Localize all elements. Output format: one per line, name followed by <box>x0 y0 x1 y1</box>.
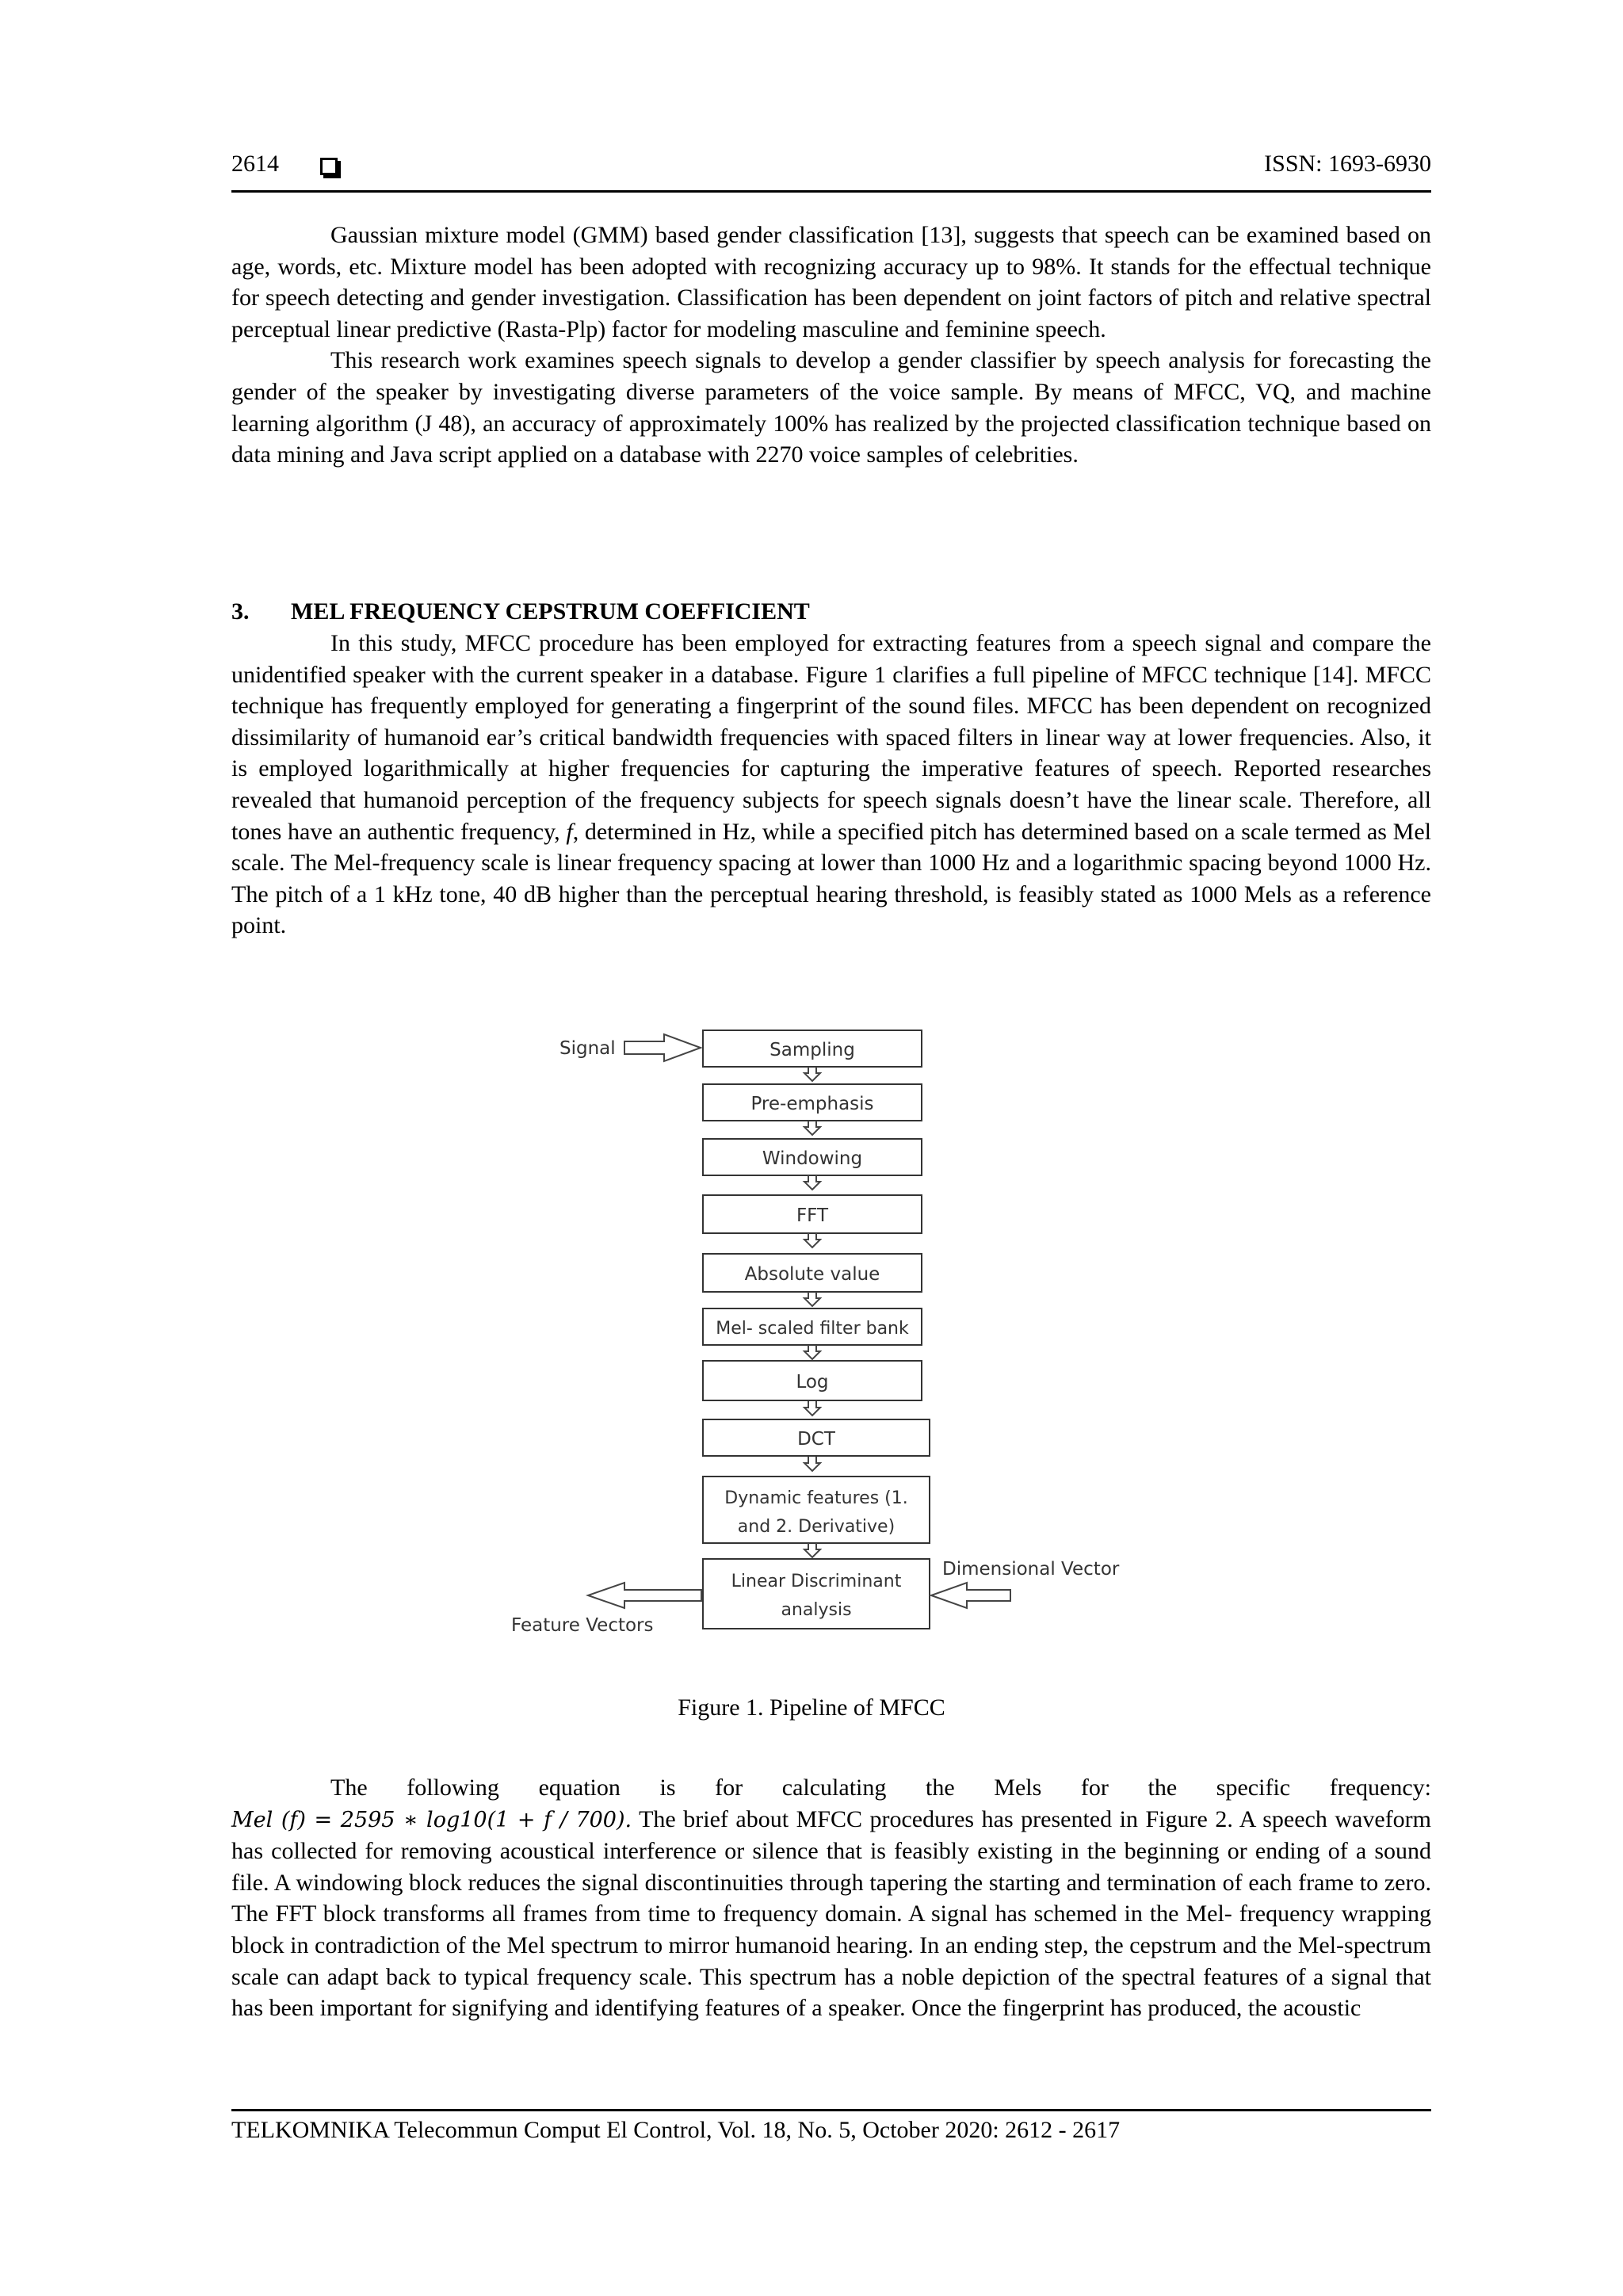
step-label: Sampling <box>769 1040 855 1060</box>
down-arrow-icon <box>804 1233 820 1247</box>
down-arrow-icon <box>804 1292 820 1306</box>
footer-rule <box>231 2109 1431 2111</box>
down-arrow-icon <box>804 1175 820 1190</box>
mfcc-text-part2: , determined in Hz, while a specified pitch has determined based on a scale termed as Mel scale. The Mel-frequency scale is linear frequency spacing at lower than 1000 Hz and a logarithmic spacing beyond 1000 Hz. The pitch of a 1 kHz tone, 40 dB higher than the perceptual hearing threshold, is feasibly stated as 1000 Mels as a reference point. <box>231 818 1431 939</box>
paragraph-research-work: This research work examines speech signals to develop a gender classifier by speech analysis for forecasting the gender of the speaker by investigating diverse parameters of the voice sample. By means of MFCC, VQ, and machine learning algorithm (J 48), an accuracy of approximately 100% has realized by the projected classification technique based on data mining and Java script applied on a database with 2270 voice samples of celebrities. <box>231 347 1431 468</box>
dimensional-vector-arrow-icon <box>931 1583 1010 1608</box>
section-title: MEL FREQUENCY CEPSTRUM COEFFICIENT <box>291 598 810 625</box>
equation-text <box>231 1772 1431 2024</box>
section-number: 3. <box>231 598 250 625</box>
issn: ISSN: 1693-6930 <box>1264 151 1431 177</box>
step-label: Pre-emphasis <box>750 1094 874 1114</box>
signal-arrow-icon <box>624 1034 701 1061</box>
paragraph-mfcc-procedures <box>231 1804 1431 2024</box>
page-number: 2614 <box>231 151 279 177</box>
step-label-line1: Dynamic features (1. <box>724 1488 908 1508</box>
step-sampling <box>703 1030 922 1067</box>
paragraph-mel-equation: The following equation is for calculating the Mels for the specific frequency: <box>330 1775 1431 1801</box>
step-label: DCT <box>797 1429 835 1450</box>
down-arrow-icon <box>804 1345 820 1359</box>
signal-label: Signal <box>559 1038 616 1059</box>
step-label: Mel- scaled filter bank <box>716 1319 909 1339</box>
step-mel-filter-bank <box>703 1308 922 1345</box>
step-label: Absolute value <box>744 1264 880 1285</box>
frequency-symbol: f <box>566 818 573 845</box>
step-label-line2: and 2. Derivative) <box>737 1517 896 1537</box>
step-label-line2: analysis <box>781 1600 852 1620</box>
step-absolute-value <box>703 1254 922 1292</box>
feature-vectors-label: Feature Vectors <box>511 1615 654 1636</box>
down-arrow-icon <box>804 1067 820 1081</box>
step-windowing <box>703 1139 922 1175</box>
paragraph-gmm: Gaussian mixture model (GMM) based gender classification [13], suggests that speech can be examined based on age, words, etc. Mixture model has been adopted with recognizing accuracy up to 98%. It stands for the effectual technique for speech detecting and gender investigation. Classification has been dependent on joint factors of pitch and relative spectral perceptual linear predictive (Rasta-Plp) factor for modeling masculine and feminine speech. <box>231 222 1431 342</box>
mfcc-text-part1: In this study, MFCC procedure has been employed for extracting features from a speech signal and compare the unidentified speaker with the current speaker in a database. Figure 1 clarifies a full pipeline of MFCC technique [14]. MFCC technique has frequently employed for generating a fingerprint of the sound files. MFCC has been dependent on recognized dissimilarity of humanoid ear’s critical bandwidth frequencies with spaced filters in linear way at lower frequencies. Also, it is employed logarithmically at higher frequencies for capturing the imperative features of speech. Reported researches revealed that humanoid perception of the frequency subjects for speech signals doesn’t have the linear scale. Therefore, all tones have an authentic frequency, <box>231 630 1431 845</box>
down-arrow-icon <box>804 1401 820 1415</box>
step-linear-discriminant-analysis <box>703 1559 930 1629</box>
dimensional-vector-label: Dimensional Vector <box>942 1559 1120 1580</box>
step-pre-emphasis <box>703 1084 922 1121</box>
mfcc-procedures-text: The brief about MFCC procedures has presented in Figure 2. A speech waveform has collected for removing acoustical interference or silence that is feasibly existing in the beginning or ending of a sound file. A windowing block reduces the signal discontinuities through tapering the starting and termination of each frame to zero. The FFT block transforms all frames from time to frequency domain. A signal has schemed in the Mel- frequency wrapping block in contradiction of the Mel spectrum to mirror humanoid hearing. In an ending step, the cepstrum and the Mel-spectrum scale can adapt back to typical frequency scale. This spectrum has a noble depiction of the spectral features of a signal that has been important for signifying and identifying features of a speaker. Once the fingerprint has produced, the acoustic <box>231 1805 1432 2022</box>
step-label: Windowing <box>762 1148 863 1169</box>
down-arrow-icon <box>804 1121 820 1135</box>
step-fft <box>703 1195 922 1233</box>
down-arrow-icon <box>804 1543 820 1557</box>
step-label: Log <box>796 1372 829 1392</box>
step-label: FFT <box>796 1205 829 1226</box>
step-dynamic-features <box>703 1477 930 1543</box>
feature-vectors-arrow-icon <box>588 1583 701 1608</box>
journal-footer: TELKOMNIKA Telecommun Comput El Control, Vol. 18, No. 5, October 2020: 2612 - 2617 <box>231 2117 1121 2143</box>
figure-caption: Figure 1. Pipeline of MFCC <box>678 1694 945 1721</box>
mel-equation: Mel (f) = 2595 ∗ log10(1 + f / 700). <box>231 1807 632 1832</box>
down-arrow-icon <box>804 1457 820 1471</box>
step-log <box>703 1361 922 1400</box>
step-dct <box>703 1419 930 1456</box>
step-label-line1: Linear Discriminant <box>731 1572 902 1591</box>
